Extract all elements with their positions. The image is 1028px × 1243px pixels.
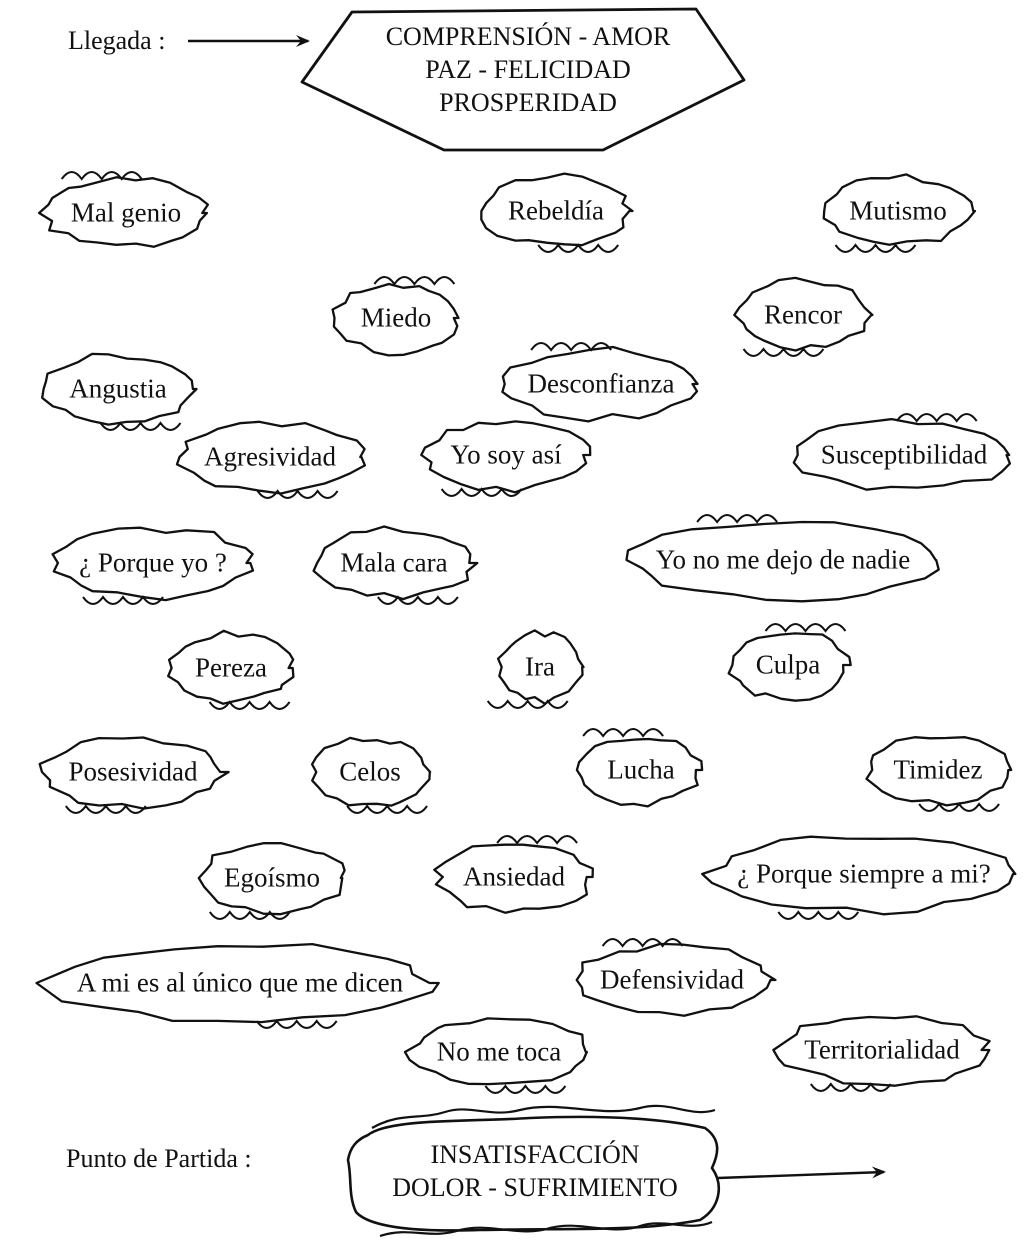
arrival-line-1: COMPRENSIÓN - AMOR	[385, 22, 671, 51]
cloud-scribble	[778, 912, 858, 919]
start-line-1: INSATISFACCIÓN	[430, 1140, 640, 1169]
cloud-scribble	[583, 729, 663, 736]
cloud-label: No me toca	[436, 1036, 562, 1067]
cloud-label: Pereza	[195, 652, 267, 683]
cloud-label: Yo soy así	[450, 439, 562, 470]
cloud-label: A mi es al único que me dicen	[76, 967, 404, 998]
arrival-line-3: PROSPERIDAD	[439, 88, 617, 117]
cloud-scribble	[897, 414, 977, 421]
cloud-scribble	[538, 245, 618, 252]
cloud-label: Mal genio	[70, 197, 182, 228]
cloud-scribble	[836, 245, 916, 252]
cloud-scribble	[485, 1086, 565, 1093]
start-label: Punto de Partida :	[66, 1144, 252, 1173]
cloud-scribble	[697, 515, 777, 522]
cloud-label: Rencor	[764, 299, 842, 330]
cloud-scribble	[766, 624, 846, 631]
arrival-line-2: PAZ - FELICIDAD	[425, 55, 631, 84]
cloud-scribble	[347, 806, 427, 813]
cloud-label: Rebeldía	[508, 195, 604, 226]
start-text	[392, 1138, 678, 1204]
cloud-label: Celos	[339, 756, 401, 787]
cloud-scribble	[497, 836, 577, 843]
cloud-label: Territorialidad	[804, 1034, 960, 1065]
cloud-scribble	[378, 597, 458, 604]
cloud-label: Posesividad	[68, 756, 198, 787]
cloud-label: Mala cara	[340, 547, 448, 578]
cloud-label: Ira	[525, 651, 555, 682]
cloud-scribble	[62, 172, 142, 179]
cloud-label: Yo no me dejo de nadie	[655, 544, 911, 575]
cloud-label: Miedo	[360, 302, 432, 333]
cloud-scribble	[374, 277, 454, 284]
cloud-label: Susceptibilidad	[820, 439, 988, 470]
cloud-label: Lucha	[607, 754, 675, 785]
cloud-label: Culpa	[755, 649, 821, 680]
cloud-scribble	[919, 804, 999, 811]
cloud-label: Mutismo	[849, 195, 947, 226]
cloud-label: Defensividad	[600, 964, 744, 995]
cloud-label: ¿ Porque yo ?	[79, 547, 227, 578]
cloud-label: Desconfianza	[527, 368, 675, 399]
arrival-text	[386, 20, 671, 119]
cloud-scribble	[488, 701, 568, 708]
cloud-scribble	[744, 349, 824, 356]
start-arrow	[718, 1172, 884, 1178]
cloud-label: Ansiedad	[463, 861, 565, 892]
cloud-label: Agresividad	[204, 441, 336, 472]
arrival-label: Llegada :	[68, 26, 166, 55]
cloud-label: Timidez	[893, 754, 983, 785]
start-line-2: DOLOR - SUFRIMIENTO	[392, 1173, 678, 1202]
cloud-label: Angustia	[69, 373, 167, 404]
cloud-label: Egoísmo	[223, 862, 321, 893]
cloud-label: ¿ Porque siempre a mi?	[737, 858, 991, 889]
